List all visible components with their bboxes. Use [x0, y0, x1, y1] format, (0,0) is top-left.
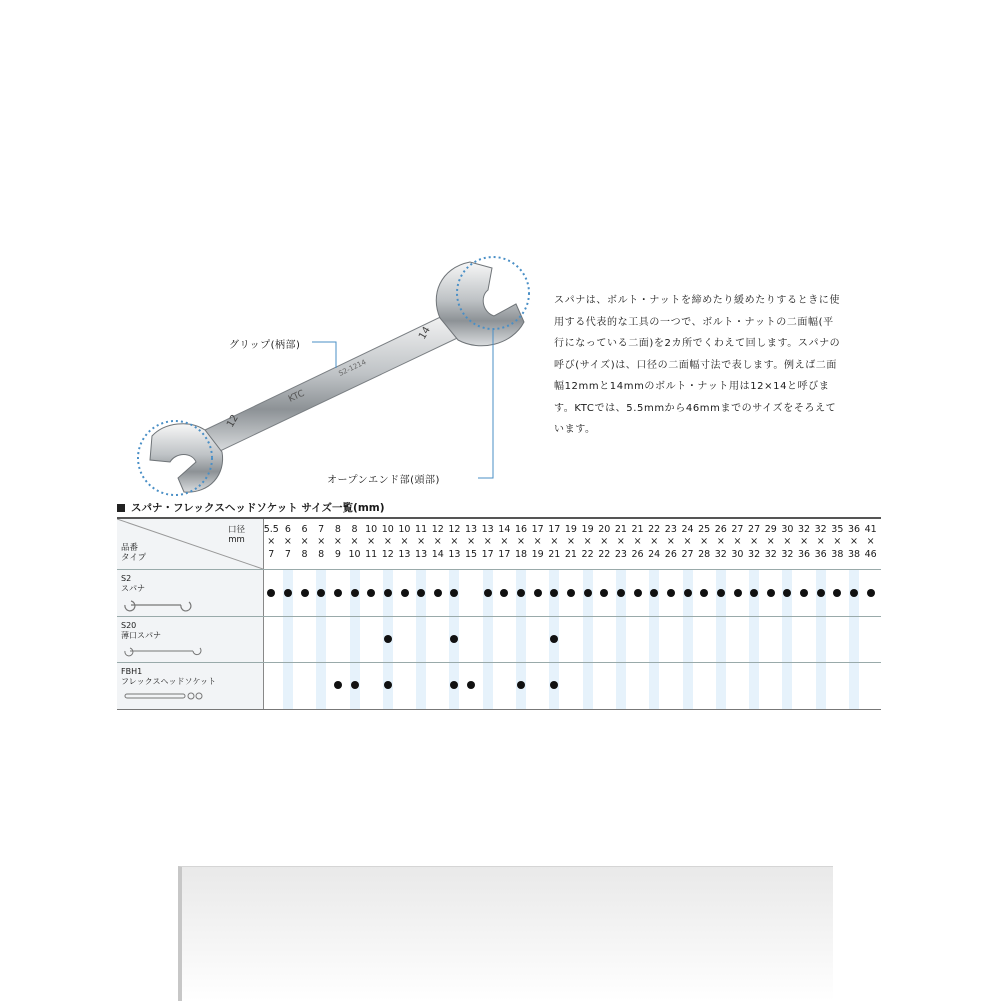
- availability-dot: [301, 589, 309, 597]
- size-b: 28: [698, 548, 711, 560]
- grip-leader-line: [312, 342, 336, 368]
- size-header: [330, 524, 347, 561]
- size-header: [579, 524, 596, 561]
- size-b: 17: [498, 548, 511, 560]
- availability-dot: [617, 589, 625, 597]
- size-a: 12: [448, 524, 461, 535]
- size-b: 12: [381, 548, 394, 560]
- open-end-leader-line: [478, 330, 493, 478]
- row-name: 薄口スパナ: [121, 631, 161, 640]
- size-header: [296, 524, 313, 561]
- size-a: 19: [581, 524, 594, 535]
- size-b: 8: [301, 548, 308, 560]
- size-a: 7: [318, 524, 325, 535]
- size-a: 21: [631, 524, 644, 535]
- times-icon: ×: [866, 536, 875, 548]
- size-a: 23: [664, 524, 677, 535]
- size-b: 32: [764, 548, 777, 560]
- times-icon: ×: [483, 536, 492, 548]
- size-b: 22: [581, 548, 594, 560]
- size-b: 21: [564, 548, 577, 560]
- size-a: 14: [498, 524, 511, 535]
- size-table: [117, 517, 881, 710]
- size-b: 26: [631, 548, 644, 560]
- availability-dot: [434, 589, 442, 597]
- availability-dot: [284, 589, 292, 597]
- size-header: [463, 524, 480, 561]
- availability-dot: [667, 589, 675, 597]
- size-header: [596, 524, 613, 561]
- size-b: 36: [814, 548, 827, 560]
- times-icon: ×: [517, 536, 525, 548]
- thin-wrench-icon: [121, 645, 205, 660]
- times-icon: ×: [650, 536, 659, 548]
- availability-dot: [517, 681, 525, 689]
- availability-dot: [650, 589, 658, 597]
- size-a: 8: [334, 524, 341, 535]
- row-divider: [117, 662, 881, 663]
- size-header: [280, 524, 297, 561]
- size-b: 11: [365, 548, 378, 560]
- row-code: FBH1: [121, 667, 143, 676]
- availability-dot: [517, 589, 525, 597]
- availability-dot: [833, 589, 841, 597]
- size-b: 14: [431, 548, 444, 560]
- size-b: 32: [748, 548, 761, 560]
- size-header: [846, 524, 863, 561]
- times-icon: ×: [350, 536, 359, 548]
- availability-dot: [351, 681, 359, 689]
- availability-dot: [734, 589, 742, 597]
- size-a: 17: [548, 524, 561, 535]
- size-b: 21: [548, 548, 561, 560]
- times-icon: ×: [333, 536, 342, 548]
- row-divider: [117, 616, 881, 617]
- size-b: 24: [648, 548, 661, 560]
- availability-dot: [334, 681, 342, 689]
- availability-dot: [600, 589, 608, 597]
- row-divider: [117, 569, 881, 570]
- row-code: S2: [121, 574, 132, 583]
- availability-dot: [417, 589, 425, 597]
- availability-dot: [800, 589, 808, 597]
- size-b: 19: [531, 548, 544, 560]
- size-header: [696, 524, 713, 561]
- size-header: [713, 524, 730, 561]
- size-b: 7: [268, 548, 275, 560]
- availability-dot: [634, 589, 642, 597]
- description-text: スパナは、ボルト・ナットを締めたり緩めたりするときに使用する代表的な工具の一つで、ボルト・ナットの二面幅(平行になっている二面)を2カ所でくわえて回します。スパナの呼び(サイズ)は、口径の二面幅寸法で表します。例えば二面幅12mmと14mmのボルト・ナット用は12×14と呼びます。KTCでは、5.5mmから46mmまでのサイズをそろえています。: [554, 295, 841, 435]
- times-icon: ×: [383, 536, 392, 548]
- availability-dot: [467, 681, 475, 689]
- availability-dot: [717, 589, 725, 597]
- availability-dot: [401, 589, 409, 597]
- size-a: 36: [847, 524, 861, 535]
- size-b: 15: [465, 548, 478, 560]
- row-name: フレックスヘッドソケット: [121, 677, 217, 686]
- size-b: 17: [481, 548, 494, 560]
- times-icon: ×: [716, 536, 725, 548]
- times-icon: ×: [367, 536, 376, 548]
- times-icon: ×: [816, 536, 825, 548]
- size-b: 13: [398, 548, 411, 560]
- size-header: [629, 524, 646, 561]
- size-header: [729, 524, 746, 561]
- size-a: 11: [415, 524, 428, 535]
- size-b: 18: [514, 548, 528, 560]
- size-b: 13: [415, 548, 428, 560]
- size-a: 13: [481, 524, 494, 535]
- row-code: S20: [121, 621, 137, 630]
- availability-dot: [367, 589, 375, 597]
- size-header: [779, 524, 796, 561]
- size-header: [496, 524, 513, 561]
- availability-dot: [484, 589, 492, 597]
- times-icon: ×: [450, 536, 459, 548]
- size-b: 8: [318, 548, 325, 560]
- times-icon: ×: [417, 536, 426, 548]
- header-type-label: 品番 タイプ: [121, 543, 147, 563]
- availability-dot: [317, 589, 325, 597]
- size-a: 41: [864, 524, 877, 535]
- size-a: 17: [531, 524, 544, 535]
- size-a: 21: [614, 524, 627, 535]
- availability-dot: [750, 589, 758, 597]
- times-icon: ×: [833, 536, 842, 548]
- size-header: [479, 524, 496, 561]
- size-b: 22: [598, 548, 611, 560]
- size-a: 25: [698, 524, 711, 535]
- size-a: 30: [781, 524, 794, 535]
- table-title: [117, 500, 385, 515]
- size-b: 32: [781, 548, 794, 560]
- size-header: [563, 524, 580, 561]
- availability-dot: [850, 589, 858, 597]
- times-icon: ×: [583, 536, 592, 548]
- times-icon: ×: [850, 536, 858, 548]
- size-a: 27: [731, 524, 744, 535]
- times-icon: ×: [800, 536, 809, 548]
- size-b: 9: [334, 548, 341, 560]
- times-icon: ×: [783, 536, 792, 548]
- times-icon: ×: [733, 536, 742, 548]
- square-bullet-icon: [117, 504, 125, 512]
- size-header: [663, 524, 680, 561]
- availability-dot: [384, 681, 392, 689]
- wrench-size-small: 12: [225, 412, 241, 430]
- size-header: [346, 524, 363, 561]
- times-icon: ×: [500, 536, 509, 548]
- size-a: 32: [814, 524, 827, 535]
- size-a: 19: [564, 524, 577, 535]
- size-a: 10: [398, 524, 411, 535]
- size-header: [430, 524, 447, 561]
- size-header: [380, 524, 397, 561]
- times-icon: ×: [616, 536, 625, 548]
- size-header: [746, 524, 763, 561]
- availability-dot: [500, 589, 508, 597]
- times-icon: ×: [633, 536, 642, 548]
- times-icon: ×: [317, 536, 326, 548]
- size-a: 10: [381, 524, 394, 535]
- availability-dot: [567, 589, 575, 597]
- availability-dot: [334, 589, 342, 597]
- times-icon: ×: [533, 536, 542, 548]
- size-header: [546, 524, 563, 561]
- size-a: 20: [598, 524, 611, 535]
- availability-dot: [867, 589, 875, 597]
- size-b: 13: [448, 548, 461, 560]
- size-header: [263, 524, 280, 561]
- size-a: 35: [831, 524, 844, 535]
- size-a: 6: [301, 524, 308, 535]
- bottom-panel: [178, 866, 833, 1001]
- size-b: 38: [847, 548, 861, 560]
- size-a: 16: [514, 524, 528, 535]
- availability-dot: [817, 589, 825, 597]
- times-icon: ×: [766, 536, 775, 548]
- size-header: [646, 524, 663, 561]
- size-header: [513, 524, 530, 561]
- availability-dot: [584, 589, 592, 597]
- size-b: 26: [664, 548, 677, 560]
- wrench-image: [150, 262, 524, 492]
- size-b: 46: [864, 548, 877, 560]
- availability-dot: [767, 589, 775, 597]
- size-header: [529, 524, 546, 561]
- availability-dot: [351, 589, 359, 597]
- size-header: [396, 524, 413, 561]
- size-a: 13: [465, 524, 478, 535]
- size-a: 10: [365, 524, 378, 535]
- availability-dot: [384, 589, 392, 597]
- size-b: 27: [681, 548, 694, 560]
- times-icon: ×: [750, 536, 759, 548]
- times-icon: ×: [600, 536, 609, 548]
- wrench-illustration: [0, 0, 1000, 500]
- availability-dot: [384, 635, 392, 643]
- row-name: スパナ: [121, 584, 145, 593]
- times-icon: ×: [267, 536, 276, 548]
- times-icon: ×: [700, 536, 709, 548]
- size-a: 22: [648, 524, 661, 535]
- availability-dot: [267, 589, 275, 597]
- times-icon: ×: [467, 536, 476, 548]
- wrench-model-stamp: S2-1214: [337, 358, 368, 378]
- availability-dot: [550, 589, 558, 597]
- size-a: 12: [431, 524, 444, 535]
- availability-dot: [534, 589, 542, 597]
- grip-callout: グリップ(柄部): [229, 340, 301, 351]
- size-a: 26: [714, 524, 727, 535]
- size-b: 10: [348, 548, 361, 560]
- size-header: [862, 524, 879, 561]
- size-a: 29: [764, 524, 777, 535]
- size-b: 30: [731, 548, 744, 560]
- open-end-wrench-icon: [121, 598, 195, 615]
- size-header: [446, 524, 463, 561]
- times-icon: ×: [566, 536, 575, 548]
- size-a: 27: [748, 524, 761, 535]
- size-header: [763, 524, 780, 561]
- times-icon: ×: [683, 536, 692, 548]
- size-header: [613, 524, 630, 561]
- size-header: [829, 524, 846, 561]
- size-b: 36: [798, 548, 811, 560]
- times-icon: ×: [433, 536, 442, 548]
- times-icon: ×: [550, 536, 559, 548]
- size-b: 32: [714, 548, 727, 560]
- size-a: 5.5: [263, 524, 279, 535]
- size-header: [363, 524, 380, 561]
- wrench-size-large: 14: [417, 324, 433, 342]
- table-title-text: スパナ・フレックスヘッドソケット サイズ一覧(mm): [131, 502, 385, 514]
- size-a: 6: [284, 524, 291, 535]
- size-a: 24: [681, 524, 694, 535]
- availability-dot: [700, 589, 708, 597]
- flex-head-socket-icon: [121, 691, 205, 704]
- size-b: 23: [614, 548, 627, 560]
- size-header: [413, 524, 430, 561]
- availability-dot: [684, 589, 692, 597]
- times-icon: ×: [283, 536, 292, 548]
- wrench-brand-stamp: KTC: [287, 388, 307, 405]
- size-header: [679, 524, 696, 561]
- times-icon: ×: [666, 536, 675, 548]
- size-b: 7: [284, 548, 291, 560]
- size-header: [812, 524, 829, 561]
- size-b: 38: [831, 548, 844, 560]
- size-a: 32: [798, 524, 811, 535]
- times-icon: ×: [300, 536, 309, 548]
- times-icon: ×: [400, 536, 409, 548]
- size-header: [796, 524, 813, 561]
- size-a: 8: [351, 524, 358, 535]
- header-bore-label: 口径 mm: [227, 525, 245, 545]
- open-end-callout: オープンエンド部(頭部): [327, 475, 440, 486]
- size-header: [313, 524, 330, 561]
